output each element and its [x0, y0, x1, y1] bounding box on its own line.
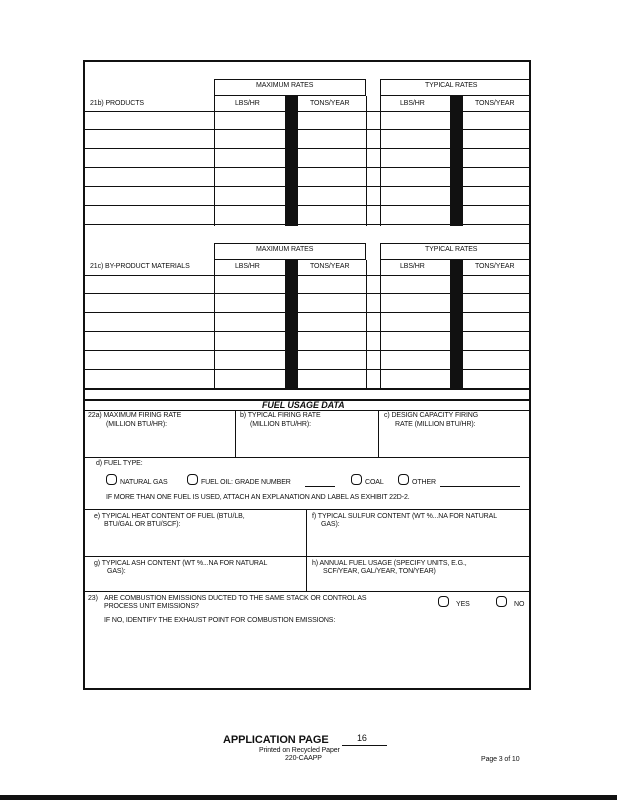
- q22a-units: (MILLION BTU/HR):: [106, 421, 167, 428]
- table-row[interactable]: [85, 293, 530, 294]
- printed-on-recycled-paper: Printed on Recycled Paper: [259, 747, 340, 754]
- products-typical-rates-header: TYPICAL RATES: [425, 82, 478, 89]
- no-checkbox[interactable]: [496, 596, 507, 607]
- scan-edge: [0, 795, 617, 800]
- products-separator-bar: [450, 96, 462, 226]
- q22h-units: SCF/YEAR, GAL/YEAR, TON/YEAR): [323, 568, 436, 575]
- q23-number: 23): [88, 595, 98, 602]
- exhaust-point-field[interactable]: [104, 628, 524, 686]
- products-max-rates-header: MAXIMUM RATES: [256, 82, 314, 89]
- byproducts-typical-rates-header: TYPICAL RATES: [425, 246, 478, 253]
- products-col-typ-lbs: LBS/HR: [400, 100, 425, 107]
- table-row[interactable]: [85, 369, 530, 370]
- yes-checkbox[interactable]: [438, 596, 449, 607]
- table-row[interactable]: [85, 129, 530, 130]
- coal-checkbox[interactable]: [351, 474, 362, 485]
- application-page-label: APPLICATION PAGE: [223, 734, 329, 746]
- other-checkbox[interactable]: [398, 474, 409, 485]
- design-capacity-field[interactable]: [384, 430, 526, 454]
- byproducts-col-max-tons: TONS/YEAR: [310, 263, 350, 270]
- max-firing-rate-field[interactable]: [90, 430, 230, 454]
- q22d-label: d) FUEL TYPE:: [96, 460, 143, 467]
- form-code: 220-CAAPP: [285, 755, 322, 762]
- products-label: 21b) PRODUCTS: [90, 100, 144, 107]
- byproducts-max-rates-header: MAXIMUM RATES: [256, 246, 314, 253]
- table-row[interactable]: [85, 186, 530, 187]
- byproducts-col-typ-tons: TONS/YEAR: [475, 263, 515, 270]
- annual-fuel-usage-field[interactable]: [312, 577, 526, 589]
- q22g-label: g) TYPICAL ASH CONTENT (WT %...NA FOR NATURAL: [94, 560, 268, 567]
- products-col-max-lbs: LBS/HR: [235, 100, 260, 107]
- byproducts-label: 21c) BY-PRODUCT MATERIALS: [90, 263, 190, 270]
- application-page-number: 16: [357, 733, 367, 743]
- natural-gas-label: NATURAL GAS: [120, 479, 168, 486]
- products-col-typ-tons: TONS/YEAR: [475, 100, 515, 107]
- yes-label: YES: [456, 601, 470, 608]
- fuel-oil-checkbox[interactable]: [187, 474, 198, 485]
- fuel-usage-title: FUEL USAGE DATA: [262, 400, 345, 410]
- q23-if-no-label: IF NO, IDENTIFY THE EXHAUST POINT FOR COMBUSTION EMISSIONS:: [104, 617, 336, 624]
- sulfur-content-field[interactable]: [312, 531, 526, 553]
- q22a-label: 22a) MAXIMUM FIRING RATE: [88, 412, 182, 419]
- q22e-units: BTU/GAL OR BTU/SCF):: [104, 521, 181, 528]
- other-label: OTHER: [412, 479, 437, 486]
- heat-content-field[interactable]: [94, 531, 300, 553]
- natural-gas-checkbox[interactable]: [106, 474, 117, 485]
- q22f-label: f) TYPICAL SULFUR CONTENT (WT %...NA FOR NATURAL: [312, 513, 498, 520]
- q22h-label: h) ANNUAL FUEL USAGE (SPECIFY UNITS, E.G.,: [312, 560, 467, 567]
- coal-label: COAL: [365, 479, 384, 486]
- page-of: Page 3 of 10: [481, 756, 520, 763]
- q22f-units: GAS):: [321, 521, 340, 528]
- table-row[interactable]: [85, 205, 530, 206]
- products-col-max-tons: TONS/YEAR: [310, 100, 350, 107]
- q22b-units: (MILLION BTU/HR):: [250, 421, 311, 428]
- table-row[interactable]: [85, 312, 530, 313]
- q22g-units: GAS):: [107, 568, 126, 575]
- table-row[interactable]: [85, 350, 530, 351]
- other-fuel-field[interactable]: [440, 486, 520, 487]
- q22e-label: e) TYPICAL HEAT CONTENT OF FUEL (BTU/LB,: [94, 513, 245, 520]
- table-row[interactable]: [85, 148, 530, 149]
- q22c-label: c) DESIGN CAPACITY FIRING: [384, 412, 479, 419]
- fuel-oil-label: FUEL OIL: GRADE NUMBER: [201, 479, 291, 486]
- q23-question-cont: PROCESS UNIT EMISSIONS?: [104, 603, 199, 610]
- q22c-units: RATE (MILLION BTU/HR):: [395, 421, 476, 428]
- byproducts-col-typ-lbs: LBS/HR: [400, 263, 425, 270]
- products-separator-bar: [285, 96, 297, 226]
- table-row[interactable]: [85, 167, 530, 168]
- q22b-label: b) TYPICAL FIRING RATE: [240, 412, 321, 419]
- ash-content-field[interactable]: [94, 577, 300, 589]
- no-label: NO: [514, 601, 525, 608]
- fuel-oil-grade-field[interactable]: [305, 486, 335, 487]
- byproducts-col-max-lbs: LBS/HR: [235, 263, 260, 270]
- table-row[interactable]: [85, 331, 530, 332]
- more-than-one-fuel-note: IF MORE THAN ONE FUEL IS USED, ATTACH AN EXPLANATION AND LABEL AS EXHIBIT 22D-2.: [106, 494, 410, 501]
- typical-firing-rate-field[interactable]: [240, 430, 374, 454]
- q23-question: ARE COMBUSTION EMISSIONS DUCTED TO THE SAME STACK OR CONTROL AS: [104, 595, 367, 602]
